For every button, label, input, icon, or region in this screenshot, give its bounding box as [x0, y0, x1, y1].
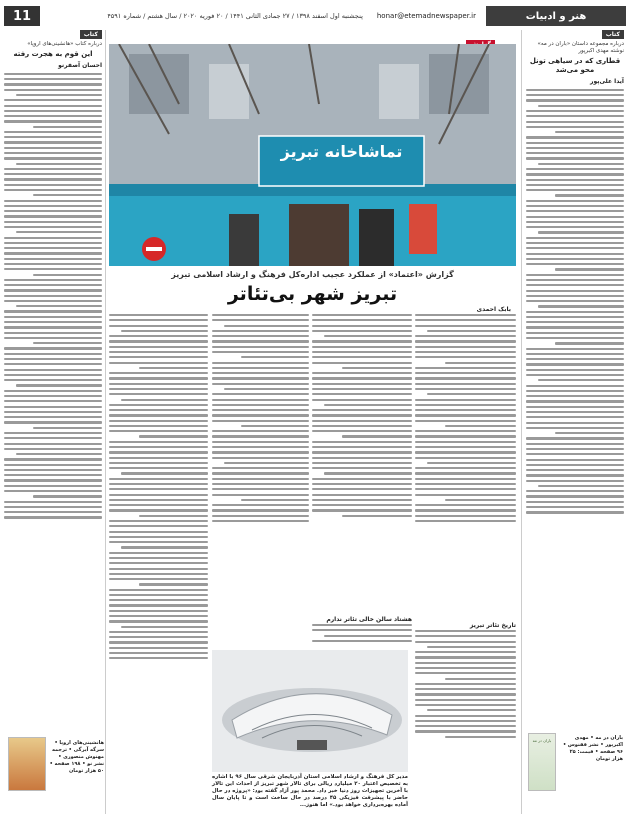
report-body-col-2	[312, 314, 412, 520]
left-article-body	[4, 73, 102, 519]
theater-building-photo	[109, 44, 516, 266]
section-tag-book-left: کتاب	[80, 30, 102, 39]
article-intro: درباره مجموعه داستان «باران در مه» نوشته مهدی اکبرپور	[537, 41, 624, 55]
left-book-cover-image	[8, 737, 46, 791]
report-headline: تبریز شهر بی‌تئاتر	[227, 283, 398, 305]
left-book-info: هانشینی‌های اروپا • سرگه آیرگی • ترجمه مهنوش منصوری • نشر نو • ۱۹۸ صفحه • ۵۰ هزار تومان	[49, 740, 104, 774]
website-address[interactable]: honar@etemadnewspaper.ir	[376, 12, 476, 20]
report-body-col-2b	[312, 624, 412, 645]
right-column	[526, 30, 624, 816]
report-body-col-1	[415, 314, 516, 525]
left-article-title: این قوم به هجرت رفته	[13, 50, 93, 59]
theater-render-image	[212, 650, 408, 772]
book-cover-image	[528, 733, 556, 791]
left-article-author: احسان آصفرنو	[58, 62, 102, 70]
report-body-col-3	[212, 314, 309, 525]
report-author: بابک احمدی	[476, 306, 511, 313]
section-title: هنر و ادبیات	[486, 6, 626, 26]
article-author: آیدا علی‌پور	[589, 78, 624, 86]
theater-sign-text: تماشاخانه تبریز	[280, 142, 403, 161]
page-number: 11	[4, 6, 40, 26]
report-subhead-history: تاریخ تئاتر تبریز	[469, 622, 516, 629]
report-body-col-4	[109, 314, 208, 663]
render-caption: مدیر کل فرهنگ و ارشاد اسلامی استان آذربایجان شرقی سال ۹۶ با اشاره به تخصیص اعتبار ۲۰ میلیارد ریالی برای تالار شهر تبریز از احداث این تالار با آخرین تجهیزات روز دنیا خبر داد. محمد پور آزاد گفته بود: «پروژه در حال حاضر با پیشرفت فیزیکی ۴۵ درصد در حال ساخت است و تا پایان سال آماده بهره‌برداری خواهد بود.» اما هنوز...	[212, 774, 408, 808]
article-title: قطاری که در سیاهی تونل محو می‌شد	[529, 57, 621, 75]
page-header	[4, 6, 626, 26]
column-rule	[105, 30, 106, 814]
left-column	[4, 30, 102, 816]
book-info: باران در مه • مهدی اکبرپور • نشر ققنوس • ۹۶ صفحه • قیمت: ۲۵ هزار تومان	[562, 735, 623, 762]
date-line: پنجشنبه اول اسفند ۱۳۹۸ / ۲۷ جمادی الثانی ۱۴۴۱ / ۲۰ فوریه ۲۰۲۰ / سال هشتم / شماره ۴۵۹۱	[107, 12, 363, 20]
report-kicker: گزارش «اعتماد» از عملکرد عجیب اداره‌کل فرهنگ و ارشاد اسلامی تبریز	[171, 270, 454, 279]
report-subhead-halls: هشتاد سالن خالی تئاتر ندارم	[326, 616, 412, 623]
section-tag-book: کتاب	[602, 30, 624, 39]
column-rule	[521, 30, 522, 814]
article-body	[526, 89, 624, 514]
book-cover-title: باران در مه	[532, 738, 552, 743]
left-article-intro: درباره کتاب «هانشینی‌های اروپا»	[27, 41, 102, 48]
report-body-col-1b	[415, 630, 516, 741]
